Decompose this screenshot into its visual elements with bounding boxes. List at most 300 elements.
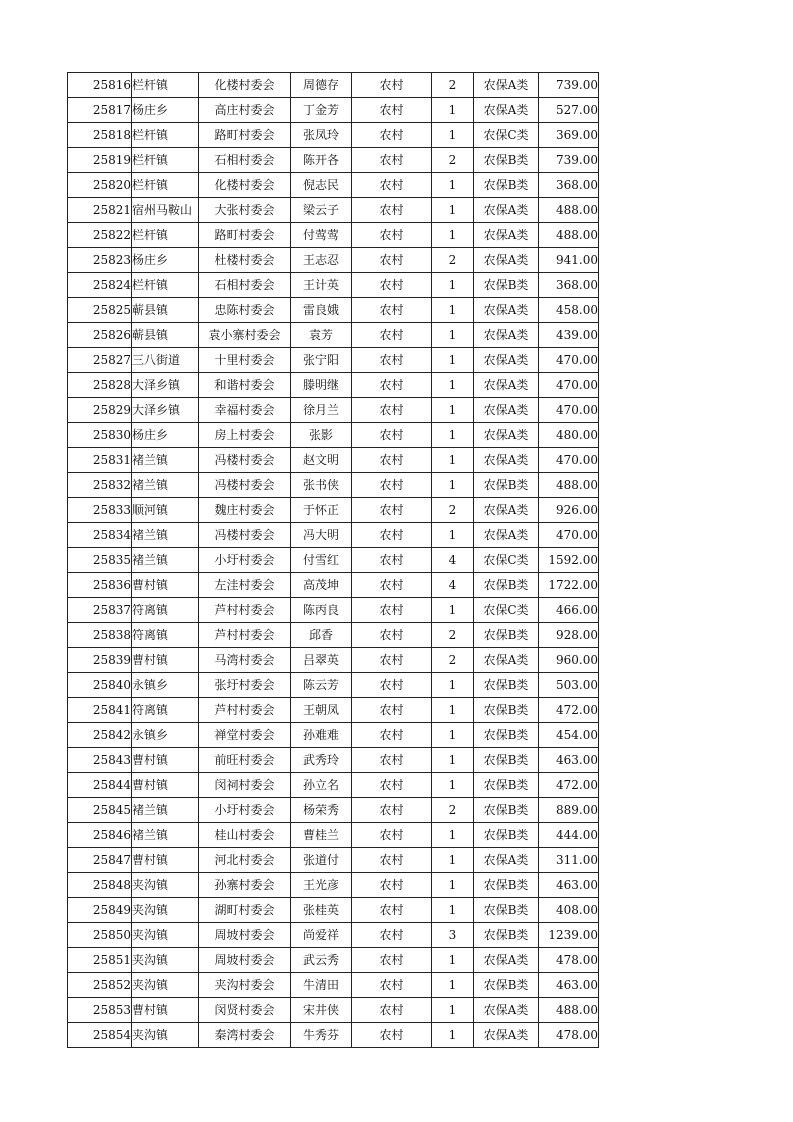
record-id-cell: 25834 <box>68 523 132 548</box>
town-cell: 曹村镇 <box>132 848 199 873</box>
table-row <box>68 773 599 798</box>
table-row <box>68 698 599 723</box>
village-committee-cell: 周坡村委会 <box>199 948 291 973</box>
record-id-cell: 25819 <box>68 148 132 173</box>
record-id-cell: 25842 <box>68 723 132 748</box>
member-count-cell: 1 <box>432 473 474 498</box>
member-count-cell: 2 <box>432 73 474 98</box>
member-count-cell: 1 <box>432 773 474 798</box>
record-id-cell: 25831 <box>68 448 132 473</box>
amount-cell: 369.00 <box>539 123 599 148</box>
town-cell: 大泽乡镇 <box>132 398 199 423</box>
household-type-cell: 农村 <box>352 473 432 498</box>
town-cell: 符离镇 <box>132 698 199 723</box>
person-name-cell: 武秀玲 <box>291 748 352 773</box>
amount-cell: 470.00 <box>539 398 599 423</box>
town-cell: 褚兰镇 <box>132 823 199 848</box>
member-count-cell: 1 <box>432 873 474 898</box>
person-name-cell: 陈云芳 <box>291 673 352 698</box>
record-id-cell: 25820 <box>68 173 132 198</box>
village-committee-cell: 石相村委会 <box>199 148 291 173</box>
household-type-cell: 农村 <box>352 248 432 273</box>
table-row <box>68 123 599 148</box>
person-name-cell: 邱香 <box>291 623 352 648</box>
person-name-cell: 张影 <box>291 423 352 448</box>
person-name-cell: 王光彦 <box>291 873 352 898</box>
member-count-cell: 1 <box>432 973 474 998</box>
insurance-category-cell: 农保C类 <box>474 598 539 623</box>
table-row <box>68 623 599 648</box>
person-name-cell: 杨荣秀 <box>291 798 352 823</box>
record-id-cell: 25844 <box>68 773 132 798</box>
town-cell: 栏杆镇 <box>132 223 199 248</box>
member-count-cell: 3 <box>432 923 474 948</box>
record-id-cell: 25824 <box>68 273 132 298</box>
household-type-cell: 农村 <box>352 298 432 323</box>
village-committee-cell: 前旺村委会 <box>199 748 291 773</box>
record-id-cell: 25833 <box>68 498 132 523</box>
household-type-cell: 农村 <box>352 448 432 473</box>
amount-cell: 503.00 <box>539 673 599 698</box>
record-id-cell: 25835 <box>68 548 132 573</box>
household-type-cell: 农村 <box>352 848 432 873</box>
village-committee-cell: 闵贤村委会 <box>199 998 291 1023</box>
table-row <box>68 873 599 898</box>
record-id-cell: 25816 <box>68 73 132 98</box>
insurance-category-cell: 农保A类 <box>474 1023 539 1048</box>
person-name-cell: 曹桂兰 <box>291 823 352 848</box>
person-name-cell: 滕明继 <box>291 373 352 398</box>
insurance-category-cell: 农保A类 <box>474 423 539 448</box>
table-row <box>68 373 599 398</box>
member-count-cell: 1 <box>432 673 474 698</box>
household-type-cell: 农村 <box>352 223 432 248</box>
town-cell: 栏杆镇 <box>132 148 199 173</box>
record-id-cell: 25849 <box>68 898 132 923</box>
member-count-cell: 1 <box>432 98 474 123</box>
table-row <box>68 498 599 523</box>
household-type-cell: 农村 <box>352 998 432 1023</box>
amount-cell: 928.00 <box>539 623 599 648</box>
household-type-cell: 农村 <box>352 823 432 848</box>
village-committee-cell: 左洼村委会 <box>199 573 291 598</box>
table-row <box>68 898 599 923</box>
record-id-cell: 25821 <box>68 198 132 223</box>
table-row <box>68 648 599 673</box>
village-committee-cell: 杜楼村委会 <box>199 248 291 273</box>
member-count-cell: 4 <box>432 548 474 573</box>
insurance-category-cell: 农保A类 <box>474 448 539 473</box>
insurance-category-cell: 农保A类 <box>474 498 539 523</box>
table-row <box>68 173 599 198</box>
town-cell: 夹沟镇 <box>132 873 199 898</box>
town-cell: 夹沟镇 <box>132 973 199 998</box>
town-cell: 曹村镇 <box>132 648 199 673</box>
household-type-cell: 农村 <box>352 348 432 373</box>
table-row <box>68 398 599 423</box>
insurance-category-cell: 农保B类 <box>474 673 539 698</box>
person-name-cell: 冯大明 <box>291 523 352 548</box>
insurance-category-cell: 农保B类 <box>474 148 539 173</box>
insurance-category-cell: 农保A类 <box>474 223 539 248</box>
household-type-cell: 农村 <box>352 398 432 423</box>
household-type-cell: 农村 <box>352 523 432 548</box>
member-count-cell: 1 <box>432 423 474 448</box>
member-count-cell: 1 <box>432 948 474 973</box>
town-cell: 夹沟镇 <box>132 948 199 973</box>
person-name-cell: 雷良娥 <box>291 298 352 323</box>
household-type-cell: 农村 <box>352 923 432 948</box>
insurance-category-cell: 农保A类 <box>474 348 539 373</box>
person-name-cell: 于怀正 <box>291 498 352 523</box>
record-id-cell: 25847 <box>68 848 132 873</box>
record-id-cell: 25838 <box>68 623 132 648</box>
member-count-cell: 1 <box>432 823 474 848</box>
insurance-category-cell: 农保B类 <box>474 898 539 923</box>
amount-cell: 466.00 <box>539 598 599 623</box>
town-cell: 褚兰镇 <box>132 523 199 548</box>
record-id-cell: 25825 <box>68 298 132 323</box>
record-id-cell: 25854 <box>68 1023 132 1048</box>
member-count-cell: 2 <box>432 248 474 273</box>
village-committee-cell: 孙寨村委会 <box>199 873 291 898</box>
beneficiary-table <box>67 72 599 1048</box>
member-count-cell: 1 <box>432 523 474 548</box>
member-count-cell: 1 <box>432 398 474 423</box>
insurance-category-cell: 农保A类 <box>474 198 539 223</box>
member-count-cell: 1 <box>432 723 474 748</box>
village-committee-cell: 和谐村委会 <box>199 373 291 398</box>
amount-cell: 368.00 <box>539 273 599 298</box>
member-count-cell: 2 <box>432 498 474 523</box>
village-committee-cell: 袁小寨村委会 <box>199 323 291 348</box>
town-cell: 栏杆镇 <box>132 173 199 198</box>
insurance-category-cell: 农保A类 <box>474 98 539 123</box>
amount-cell: 470.00 <box>539 348 599 373</box>
table-row <box>68 198 599 223</box>
insurance-category-cell: 农保C类 <box>474 548 539 573</box>
town-cell: 曹村镇 <box>132 748 199 773</box>
table-row <box>68 948 599 973</box>
table-row <box>68 473 599 498</box>
table-row <box>68 448 599 473</box>
record-id-cell: 25841 <box>68 698 132 723</box>
household-type-cell: 农村 <box>352 198 432 223</box>
person-name-cell: 吕翠英 <box>291 648 352 673</box>
table-row <box>68 548 599 573</box>
insurance-category-cell: 农保A类 <box>474 73 539 98</box>
household-type-cell: 农村 <box>352 873 432 898</box>
table-row <box>68 823 599 848</box>
member-count-cell: 2 <box>432 798 474 823</box>
amount-cell: 463.00 <box>539 873 599 898</box>
amount-cell: 739.00 <box>539 148 599 173</box>
town-cell: 杨庄乡 <box>132 248 199 273</box>
record-id-cell: 25846 <box>68 823 132 848</box>
amount-cell: 478.00 <box>539 948 599 973</box>
town-cell: 褚兰镇 <box>132 548 199 573</box>
household-type-cell: 农村 <box>352 73 432 98</box>
amount-cell: 889.00 <box>539 798 599 823</box>
member-count-cell: 1 <box>432 348 474 373</box>
member-count-cell: 1 <box>432 223 474 248</box>
record-id-cell: 25840 <box>68 673 132 698</box>
household-type-cell: 农村 <box>352 598 432 623</box>
amount-cell: 1592.00 <box>539 548 599 573</box>
town-cell: 夹沟镇 <box>132 1023 199 1048</box>
household-type-cell: 农村 <box>352 798 432 823</box>
insurance-category-cell: 农保B类 <box>474 923 539 948</box>
insurance-category-cell: 农保B类 <box>474 748 539 773</box>
amount-cell: 472.00 <box>539 698 599 723</box>
amount-cell: 472.00 <box>539 773 599 798</box>
amount-cell: 960.00 <box>539 648 599 673</box>
town-cell: 褚兰镇 <box>132 798 199 823</box>
village-committee-cell: 闵祠村委会 <box>199 773 291 798</box>
town-cell: 顺河镇 <box>132 498 199 523</box>
village-committee-cell: 周坡村委会 <box>199 923 291 948</box>
table-row <box>68 148 599 173</box>
village-committee-cell: 路町村委会 <box>199 123 291 148</box>
person-name-cell: 付雪红 <box>291 548 352 573</box>
insurance-category-cell: 农保A类 <box>474 298 539 323</box>
member-count-cell: 1 <box>432 123 474 148</box>
insurance-category-cell: 农保A类 <box>474 648 539 673</box>
amount-cell: 941.00 <box>539 248 599 273</box>
household-type-cell: 农村 <box>352 898 432 923</box>
village-committee-cell: 芦村村委会 <box>199 698 291 723</box>
person-name-cell: 付莺莺 <box>291 223 352 248</box>
person-name-cell: 张桂英 <box>291 898 352 923</box>
table-row <box>68 798 599 823</box>
household-type-cell: 农村 <box>352 498 432 523</box>
village-committee-cell: 芦村村委会 <box>199 623 291 648</box>
person-name-cell: 徐月兰 <box>291 398 352 423</box>
table-row <box>68 248 599 273</box>
town-cell: 符离镇 <box>132 623 199 648</box>
member-count-cell: 1 <box>432 373 474 398</box>
town-cell: 曹村镇 <box>132 773 199 798</box>
record-id-cell: 25829 <box>68 398 132 423</box>
insurance-category-cell: 农保A类 <box>474 323 539 348</box>
member-count-cell: 2 <box>432 623 474 648</box>
town-cell: 栏杆镇 <box>132 123 199 148</box>
person-name-cell: 王朝凤 <box>291 698 352 723</box>
village-committee-cell: 魏庄村委会 <box>199 498 291 523</box>
table-row <box>68 73 599 98</box>
person-name-cell: 尚爱祥 <box>291 923 352 948</box>
household-type-cell: 农村 <box>352 273 432 298</box>
village-committee-cell: 高庄村委会 <box>199 98 291 123</box>
village-committee-cell: 夹沟村委会 <box>199 973 291 998</box>
town-cell: 大泽乡镇 <box>132 373 199 398</box>
town-cell: 宿州马鞍山 <box>132 198 199 223</box>
insurance-category-cell: 农保B类 <box>474 573 539 598</box>
person-name-cell: 王志忍 <box>291 248 352 273</box>
amount-cell: 739.00 <box>539 73 599 98</box>
household-type-cell: 农村 <box>352 773 432 798</box>
amount-cell: 470.00 <box>539 523 599 548</box>
table-row <box>68 573 599 598</box>
table-row <box>68 748 599 773</box>
person-name-cell: 孙难难 <box>291 723 352 748</box>
amount-cell: 444.00 <box>539 823 599 848</box>
table-row <box>68 673 599 698</box>
table-row <box>68 723 599 748</box>
village-committee-cell: 河北村委会 <box>199 848 291 873</box>
amount-cell: 470.00 <box>539 448 599 473</box>
amount-cell: 408.00 <box>539 898 599 923</box>
amount-cell: 470.00 <box>539 373 599 398</box>
person-name-cell: 高茂坤 <box>291 573 352 598</box>
table-row <box>68 923 599 948</box>
member-count-cell: 1 <box>432 748 474 773</box>
person-name-cell: 牛秀芬 <box>291 1023 352 1048</box>
town-cell: 夹沟镇 <box>132 898 199 923</box>
amount-cell: 458.00 <box>539 298 599 323</box>
table-row <box>68 98 599 123</box>
insurance-category-cell: 农保B类 <box>474 173 539 198</box>
village-committee-cell: 大张村委会 <box>199 198 291 223</box>
amount-cell: 1239.00 <box>539 923 599 948</box>
member-count-cell: 1 <box>432 598 474 623</box>
member-count-cell: 2 <box>432 148 474 173</box>
amount-cell: 488.00 <box>539 998 599 1023</box>
insurance-category-cell: 农保B类 <box>474 473 539 498</box>
village-committee-cell: 石相村委会 <box>199 273 291 298</box>
person-name-cell: 袁芳 <box>291 323 352 348</box>
insurance-category-cell: 农保A类 <box>474 848 539 873</box>
town-cell: 三八街道 <box>132 348 199 373</box>
member-count-cell: 1 <box>432 1023 474 1048</box>
household-type-cell: 农村 <box>352 98 432 123</box>
person-name-cell: 武云秀 <box>291 948 352 973</box>
member-count-cell: 1 <box>432 898 474 923</box>
person-name-cell: 周德存 <box>291 73 352 98</box>
town-cell: 符离镇 <box>132 598 199 623</box>
member-count-cell: 1 <box>432 848 474 873</box>
member-count-cell: 1 <box>432 273 474 298</box>
person-name-cell: 宋井侠 <box>291 998 352 1023</box>
household-type-cell: 农村 <box>352 573 432 598</box>
member-count-cell: 1 <box>432 198 474 223</box>
record-id-cell: 25832 <box>68 473 132 498</box>
household-type-cell: 农村 <box>352 723 432 748</box>
village-committee-cell: 冯楼村委会 <box>199 473 291 498</box>
record-id-cell: 25843 <box>68 748 132 773</box>
household-type-cell: 农村 <box>352 698 432 723</box>
insurance-category-cell: 农保B类 <box>474 698 539 723</box>
town-cell: 杨庄乡 <box>132 98 199 123</box>
village-committee-cell: 秦湾村委会 <box>199 1023 291 1048</box>
table-row <box>68 298 599 323</box>
amount-cell: 488.00 <box>539 223 599 248</box>
member-count-cell: 1 <box>432 448 474 473</box>
village-committee-cell: 化楼村委会 <box>199 173 291 198</box>
insurance-category-cell: 农保A类 <box>474 948 539 973</box>
record-id-cell: 25817 <box>68 98 132 123</box>
table-row <box>68 598 599 623</box>
town-cell: 栏杆镇 <box>132 73 199 98</box>
household-type-cell: 农村 <box>352 948 432 973</box>
insurance-category-cell: 农保A类 <box>474 523 539 548</box>
record-id-cell: 25828 <box>68 373 132 398</box>
person-name-cell: 张道付 <box>291 848 352 873</box>
record-id-cell: 25853 <box>68 998 132 1023</box>
town-cell: 褚兰镇 <box>132 448 199 473</box>
village-committee-cell: 马湾村委会 <box>199 648 291 673</box>
amount-cell: 480.00 <box>539 423 599 448</box>
table-row <box>68 848 599 873</box>
village-committee-cell: 芦村村委会 <box>199 598 291 623</box>
member-count-cell: 1 <box>432 323 474 348</box>
household-type-cell: 农村 <box>352 423 432 448</box>
village-committee-cell: 路町村委会 <box>199 223 291 248</box>
amount-cell: 926.00 <box>539 498 599 523</box>
table-row <box>68 323 599 348</box>
table-row <box>68 1023 599 1048</box>
amount-cell: 478.00 <box>539 1023 599 1048</box>
member-count-cell: 4 <box>432 573 474 598</box>
record-id-cell: 25845 <box>68 798 132 823</box>
person-name-cell: 陈丙良 <box>291 598 352 623</box>
household-type-cell: 农村 <box>352 1023 432 1048</box>
member-count-cell: 1 <box>432 698 474 723</box>
village-committee-cell: 房上村委会 <box>199 423 291 448</box>
household-type-cell: 农村 <box>352 373 432 398</box>
record-id-cell: 25850 <box>68 923 132 948</box>
insurance-category-cell: 农保B类 <box>474 973 539 998</box>
household-type-cell: 农村 <box>352 123 432 148</box>
household-type-cell: 农村 <box>352 648 432 673</box>
record-id-cell: 25818 <box>68 123 132 148</box>
record-id-cell: 25848 <box>68 873 132 898</box>
insurance-category-cell: 农保B类 <box>474 823 539 848</box>
amount-cell: 368.00 <box>539 173 599 198</box>
table-row <box>68 523 599 548</box>
insurance-category-cell: 农保C类 <box>474 123 539 148</box>
insurance-category-cell: 农保B类 <box>474 773 539 798</box>
person-name-cell: 牛清田 <box>291 973 352 998</box>
town-cell: 永镇乡 <box>132 673 199 698</box>
village-committee-cell: 忠陈村委会 <box>199 298 291 323</box>
village-committee-cell: 湖町村委会 <box>199 898 291 923</box>
town-cell: 永镇乡 <box>132 723 199 748</box>
record-id-cell: 25851 <box>68 948 132 973</box>
village-committee-cell: 十里村委会 <box>199 348 291 373</box>
member-count-cell: 1 <box>432 998 474 1023</box>
table-row <box>68 223 599 248</box>
household-type-cell: 农村 <box>352 748 432 773</box>
member-count-cell: 1 <box>432 298 474 323</box>
insurance-category-cell: 农保B类 <box>474 273 539 298</box>
amount-cell: 311.00 <box>539 848 599 873</box>
table-row <box>68 423 599 448</box>
record-id-cell: 25827 <box>68 348 132 373</box>
insurance-category-cell: 农保B类 <box>474 623 539 648</box>
village-committee-cell: 小圩村委会 <box>199 798 291 823</box>
insurance-category-cell: 农保A类 <box>474 998 539 1023</box>
person-name-cell: 丁金芳 <box>291 98 352 123</box>
amount-cell: 463.00 <box>539 973 599 998</box>
table-row <box>68 348 599 373</box>
town-cell: 曹村镇 <box>132 998 199 1023</box>
amount-cell: 527.00 <box>539 98 599 123</box>
record-id-cell: 25852 <box>68 973 132 998</box>
household-type-cell: 农村 <box>352 148 432 173</box>
record-id-cell: 25830 <box>68 423 132 448</box>
insurance-category-cell: 农保A类 <box>474 373 539 398</box>
